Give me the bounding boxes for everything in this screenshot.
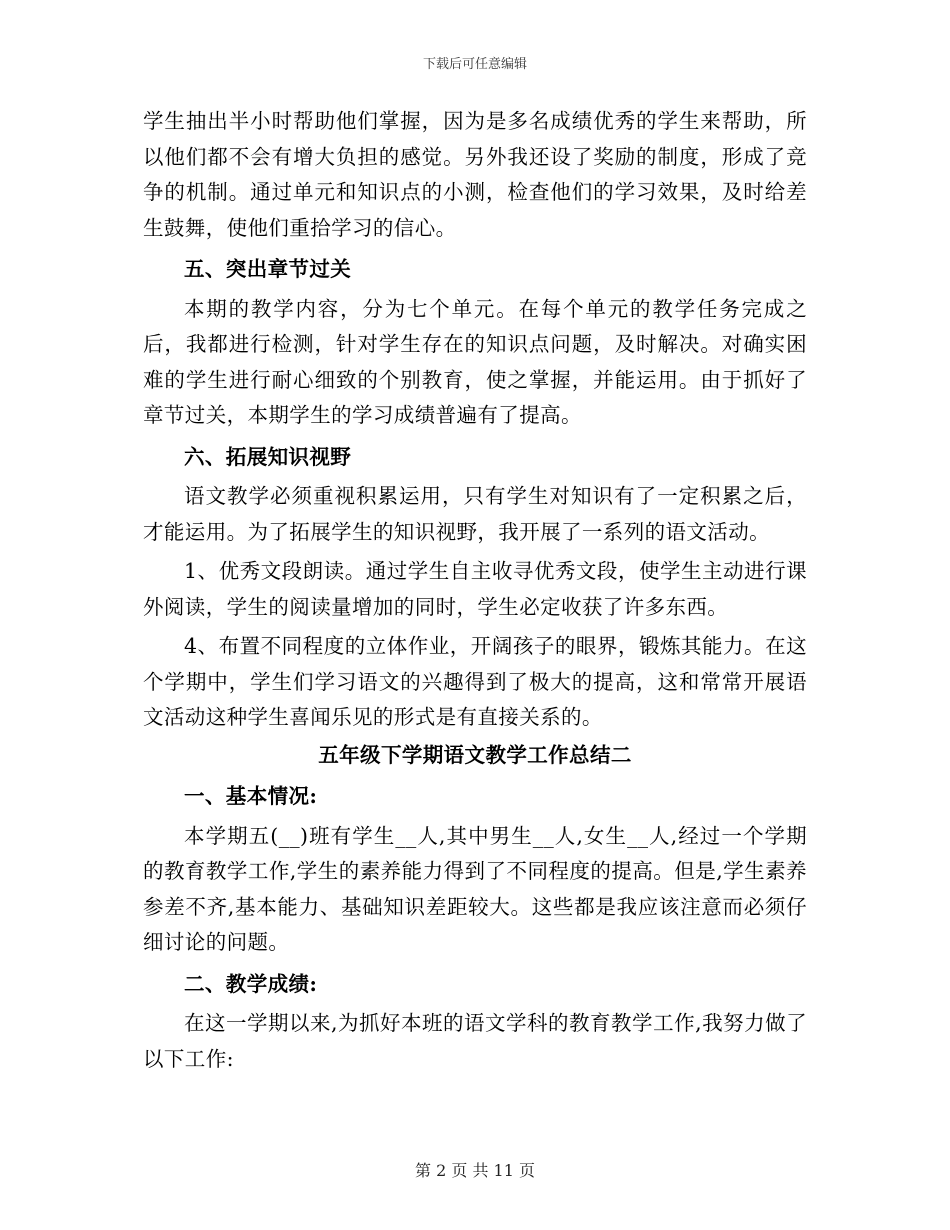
section-heading: 二、教学成绩: <box>184 971 318 996</box>
paragraph: 在这一学期以来,为抓好本班的语文学科的教育教学工作,我努力做了以下工作: <box>143 1011 807 1071</box>
section-heading: 一、基本情况: <box>184 784 318 808</box>
paragraph: 4、布置不同程度的立体作业，开阔孩子的眼界，锻炼其能力。在这个学期中，学生们学习语文的兴趣得到了极大的提高，这和常常开展语文活动这种学生喜闻乐见的形式是有直接关系的。 <box>143 634 807 729</box>
paragraph: 1、优秀文段朗读。通过学生自主收寻优秀文段，使学生主动进行课外阅读，学生的阅读量增加的同时，学生必定收获了许多东西。 <box>143 559 807 619</box>
page-header: 下载后可任意编辑 <box>422 57 527 72</box>
paragraph: 本期的教学内容，分为七个单元。在每个单元的教学任务完成之后，我都进行检测，针对学生存在的知识点问题，及时解决。对确实困难的学生进行耐心细致的个别教育，使之掌握，并能运用。由于抓好了章节过关，本期学生的学习成绩普遍有了提高。 <box>143 296 807 427</box>
document-title: 五年级下学期语文教学工作总结二 <box>318 742 632 767</box>
section-heading: 五、突出章节过关 <box>184 257 352 281</box>
paragraph: 语文教学必须重视积累运用，只有学生对知识有了一定积累之后，才能运用。为了拓展学生的知识视野，我开展了一系列的语文活动。 <box>143 484 807 544</box>
page-footer: 第 2 页 共 11 页 <box>415 1161 535 1180</box>
paragraph: 本学期五(__)班有学生__人,其中男生__人,女生__人,经过一个学期的教育教学工作,学生的素养能力得到了不同程度的提高。但是,学生素养参差不齐,基本能力、基础知识差距较大。这些都是我应该注意而必须仔细讨论的问题。 <box>143 823 807 954</box>
document-body <box>143 104 807 1077</box>
section-heading: 六、拓展知识视野 <box>184 444 352 469</box>
paragraph: 学生抽出半小时帮助他们掌握，因为是多名成绩优秀的学生来帮助，所以他们都不会有增大负担的感觉。另外我还设了奖励的制度，形成了竞争的机制。通过单元和知识点的小测，检查他们的学习效果，及时给差生鼓舞，使他们重拾学习的信心。 <box>143 109 807 240</box>
